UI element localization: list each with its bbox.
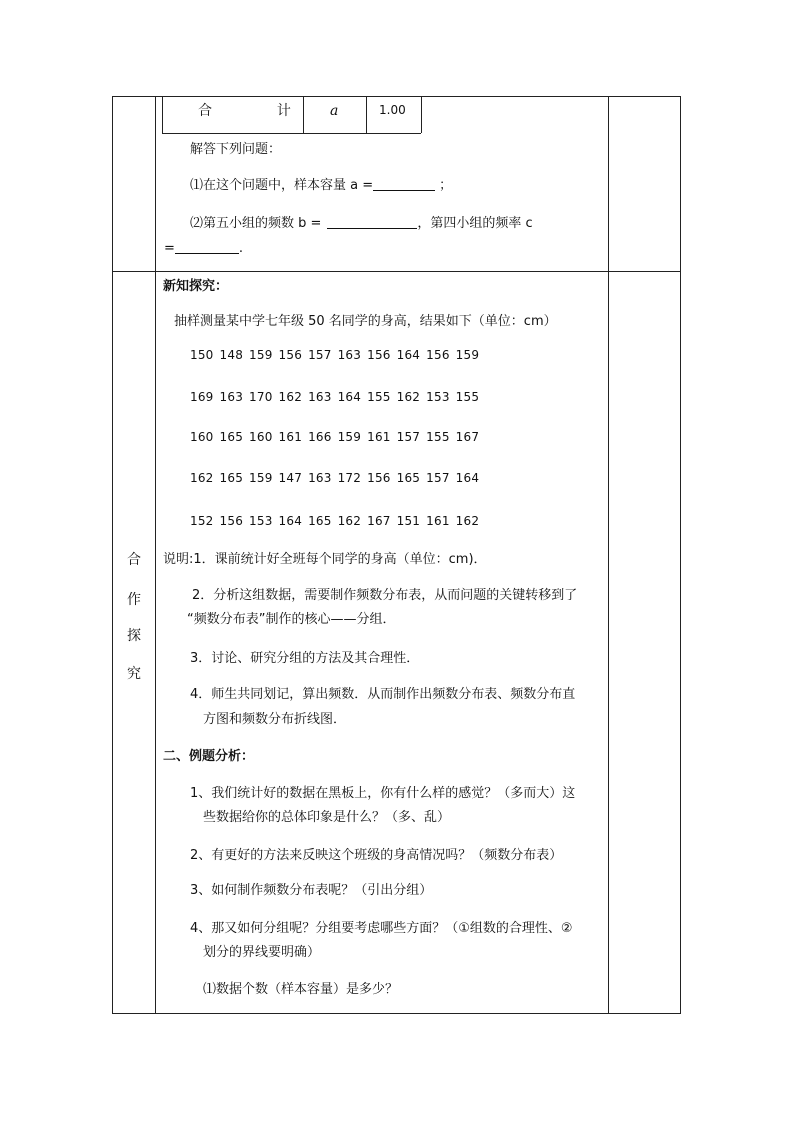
data-row-1: 150 148 159 156 157 163 156 164 156 159 [190,348,480,362]
blank-sample-size [373,178,435,191]
side-label-4: 究 [127,666,141,682]
total-count: a [330,103,339,119]
question-2-cont: = . [164,241,244,256]
data-row-4: 162 165 159 147 163 172 156 165 157 164 [190,471,480,485]
side-label-2: 作 [127,592,141,608]
table-right-border [680,96,681,1014]
table-bottom-border [112,1013,680,1014]
item-1-line1: 1、我们统计好的数据在黑板上，你有什么样的感觉？（多而大）这 [190,786,576,801]
note-2-line1: 2．分析这组数据，需要制作频数分布表，从而问题的关键转移到了 [192,588,578,603]
note-4-line2: 方图和频数分布折线图． [203,712,347,727]
item-3: 3、如何制作频数分布表呢？（引出分组） [190,883,433,898]
note-1: 说明:1．课前统计好全班每个同学的身高（单位：cm)． [163,552,487,567]
heading-example-analysis: 二、例题分析： [163,749,255,764]
total-label: 合 计 [198,103,291,119]
note-3: 3．讨论、研究分组的方法及其合理性． [190,651,420,666]
note-4-line1: 4．师生共同划记，算出频数．从而制作出频数分布表、频数分布直 [190,687,576,702]
table-top-border [112,96,680,97]
intro-line: 抽样测量某中学七年级 50 名同学的身高，结果如下（单位：cm） [174,314,557,329]
question-1: ⑴在这个问题中，样本容量 a = ； [190,178,453,193]
question-intro: 解答下列问题： [190,142,282,157]
total-frequency: 1.00 [379,103,406,117]
table-left-border [112,96,113,1014]
data-row-2: 169 163 170 162 163 164 155 162 153 155 [190,390,480,404]
data-row-5: 152 156 153 164 165 162 167 151 161 162 [190,514,480,528]
side-label-3: 探 [127,628,141,644]
data-row-3: 160 165 160 161 166 159 161 157 155 167 [190,430,480,444]
item-1-line2: 些数据给你的总体印象是什么？（多、乱） [203,810,451,825]
table-col2-border [608,96,609,1014]
blank-fourth-group-frequency [175,241,239,254]
item-2: 2、有更好的方法来反映这个班级的身高情况吗？（频数分布表） [190,848,563,863]
heading-new-knowledge: 新知探究： [163,279,229,294]
table-row-divider [112,271,680,272]
item-4-line2: 划分的界线要明确） [203,945,321,960]
blank-fifth-group-count [327,216,417,229]
side-label-1: 合 [127,552,141,568]
item-4-line1: 4、那又如何分组呢？分组要考虑哪些方面？（①组数的合理性、② [190,921,573,936]
question-2: ⑵第五小组的频数 b = ，第四小组的频率 c [190,216,533,231]
note-2-line2: “频数分布表”制作的核心——分组． [187,612,396,627]
table-col1-border [155,96,156,1014]
sub-question-1: ⑴数据个数（样本容量）是多少？ [203,982,399,997]
